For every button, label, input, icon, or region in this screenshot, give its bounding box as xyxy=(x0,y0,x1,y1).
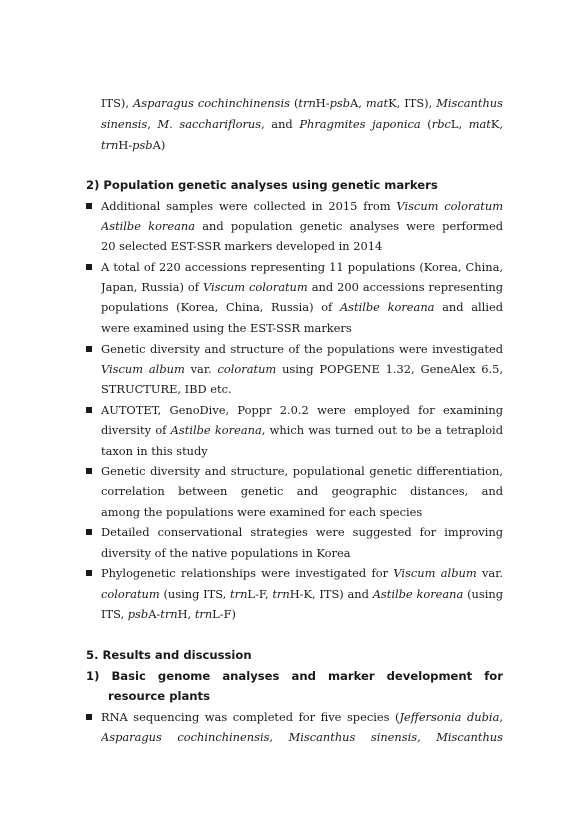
bullet-2-line-3: populations (Korea, China, Russia) of Astilbe koreana and allied xyxy=(101,300,503,314)
section-heading-results: 5. Results and discussion xyxy=(86,648,252,662)
bullet-6-line-2: diversity of the native populations in Korea xyxy=(101,546,351,560)
bullet-icon xyxy=(86,407,92,413)
bullet-6-line-1: Detailed conservational strategies were suggested for improving xyxy=(101,525,503,539)
bullet-1-line-2: Astilbe koreana and population genetic analyses were performed xyxy=(101,219,503,233)
bullet-5-line-2: correlation between genetic and geographic distances, and xyxy=(101,484,503,498)
bullet-icon xyxy=(86,346,92,352)
bullet-7-line-2: coloratum (using ITS, trnL-F, trnH-K, ITS) and Astilbe koreana (using xyxy=(101,587,503,601)
bullet-1-line-3: 20 selected EST-SSR markers developed in 2014 xyxy=(101,239,383,253)
bullet-3-line-3: STRUCTURE, IBD etc. xyxy=(101,382,232,396)
bullet-3-line-2: Viscum album var. coloratum using POPGENE 1.32, GeneAlex 6.5, xyxy=(101,362,503,376)
intro-line-2: sinensis, M. sacchariflorus, and Phragmites japonica (rbcL, matK, xyxy=(101,117,503,131)
results-bullet-line-2: Asparagus cochinchinensis, Miscanthus sinensis, Miscanthus xyxy=(101,730,503,744)
bullet-4-line-1: AUTOTET, GenoDive, Poppr 2.0.2 were employed for examining xyxy=(101,403,503,417)
bullet-icon xyxy=(86,203,92,209)
bullet-1-line-1: Additional samples were collected in 2015 from Viscum coloratum xyxy=(101,199,503,213)
bullet-5-line-3: among the populations were examined for each species xyxy=(101,505,423,519)
bullet-5-line-1: Genetic diversity and structure, populational genetic differentiation, xyxy=(101,464,503,478)
bullet-7-line-3: ITS, psbA-trnH, trnL-F) xyxy=(101,607,236,621)
bullet-icon xyxy=(86,570,92,576)
bullet-icon xyxy=(86,264,92,270)
bullet-2-line-1: A total of 220 accessions representing 11 populations (Korea, China, xyxy=(101,260,503,274)
bullet-7-line-1: Phylogenetic relationships were investigated for Viscum album var. xyxy=(101,566,503,580)
section-heading-population-genetics: 2) Population genetic analyses using genetic markers xyxy=(86,178,438,192)
bullet-icon xyxy=(86,529,92,535)
subsection-heading-line-1: 1) Basic genome analyses and marker development for xyxy=(86,669,503,683)
bullet-2-line-2: Japan, Russia) of Viscum coloratum and 200 accessions representing xyxy=(101,280,503,294)
bullet-2-line-4: were examined using the EST-SSR markers xyxy=(101,321,352,335)
bullet-4-line-3: taxon in this study xyxy=(101,444,208,458)
bullet-4-line-2: diversity of Astilbe koreana, which was turned out to be a tetraploid xyxy=(101,423,503,437)
results-bullet-line-1: RNA sequencing was completed for five species (Jeffersonia dubia, xyxy=(101,710,503,724)
bullet-icon xyxy=(86,714,92,720)
bullet-icon xyxy=(86,468,92,474)
intro-line-3: trnH-psbA) xyxy=(101,138,166,152)
intro-line-1: ITS), Asparagus cochinchinensis (trnH-psbA, matK, ITS), Miscanthus xyxy=(101,96,503,110)
subsection-heading-line-2: resource plants xyxy=(108,689,210,703)
bullet-3-line-1: Genetic diversity and structure of the populations were investigated xyxy=(101,342,503,356)
